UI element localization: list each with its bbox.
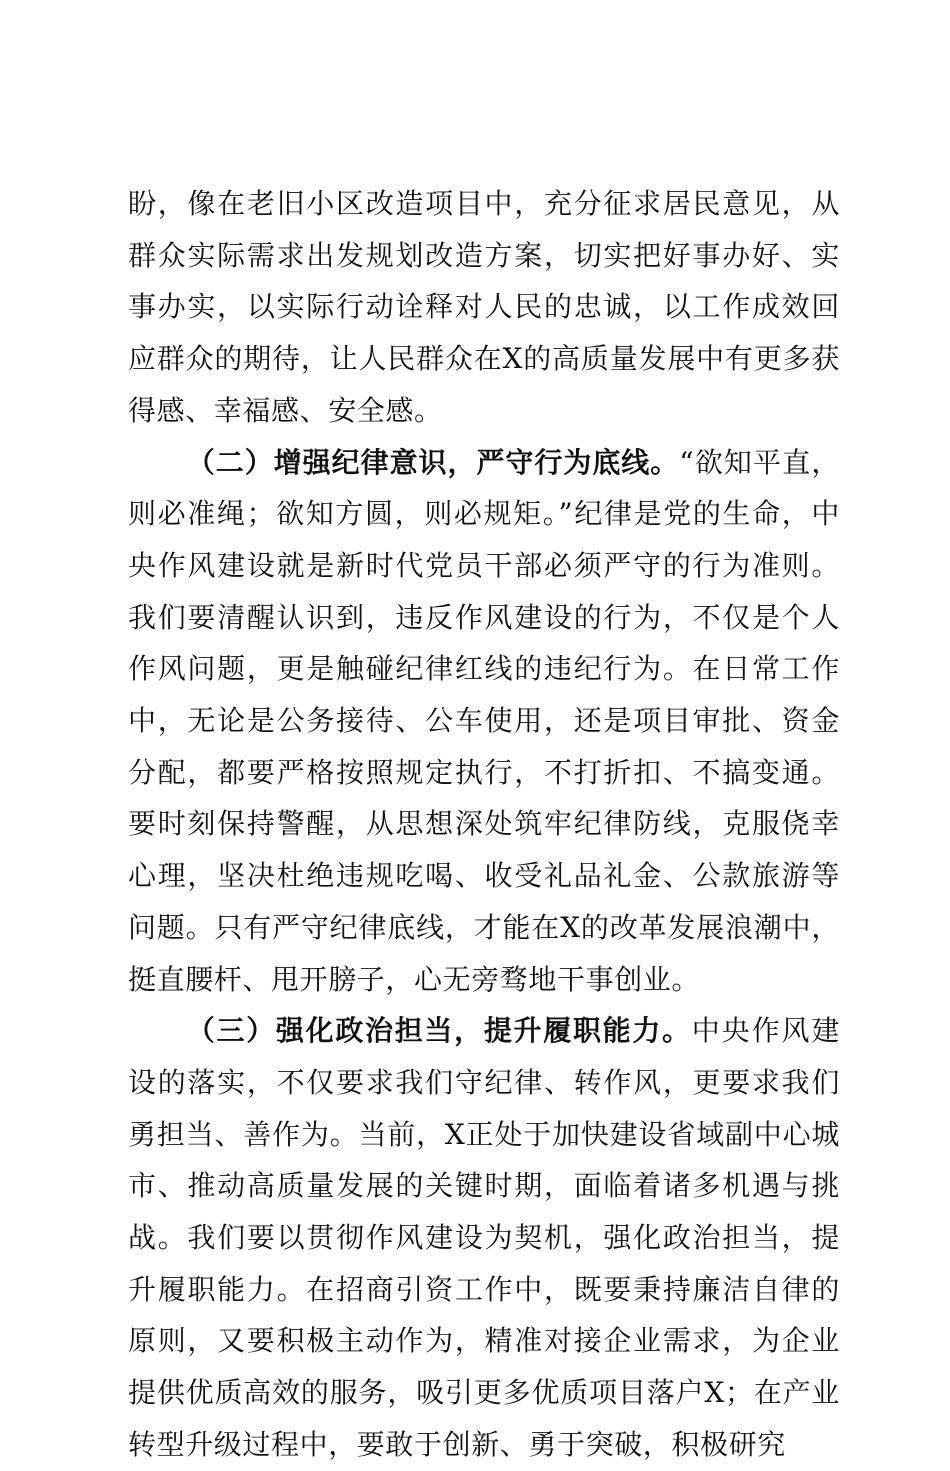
paragraph-3-body: 中央作风建设的落实，不仅要求我们守纪律、转作风，更要求我们勇担当、善作为。当前，X正处于加快建设省域副中心城市、推动高质量发展的关键时期，面临着诸多机遇与挑战。我们要以贯彻作风建设为契机，强化政治担当，提升履职能力。在招商引资工作中，既要秉持廉洁自律的原则，又要积极主动作为，精准对接企业需求，为企业提供优质高效的服务，吸引更多优质项目落户X；在产业转型升级过程中，要敢于创新、勇于突破，积极研究 xyxy=(128,1014,840,1461)
document-body xyxy=(128,178,840,1471)
paragraph-continued xyxy=(128,178,840,437)
paragraph-responsibility xyxy=(128,1005,840,1470)
paragraph-1-body: 盼，像在老旧小区改造项目中，充分征求居民意见，从群众实际需求出发规划改造方案，切实把好事办好、实事办实，以实际行动诠释对人民的忠诚，以工作成效回应群众的期待，让人民群众在X的高质量发展中有更多获得感、幸福感、安全感。 xyxy=(128,187,840,427)
paragraph-discipline xyxy=(128,437,840,1006)
section-heading-3: （三）强化政治担当，提升履职能力。 xyxy=(186,1014,692,1048)
section-heading-2: （二）增强纪律意识，严守行为底线。 xyxy=(186,445,680,479)
paragraph-2-body: “欲知平直，则必准绳；欲知方圆，则必规矩。”纪律是党的生命，中央作风建设就是新时代党员干部必须严守的行为准则。我们要清醒认识到，违反作风建设的行为，不仅是个人作风问题，更是触碰纪律红线的违纪行为。在日常工作中，无论是公务接待、公车使用，还是项目审批、资金分配，都要严格按照规定执行，不打折扣、不搞变通。要时刻保持警醒，从思想深处筑牢纪律防线，克服侥幸心理，坚决杜绝违规吃喝、收受礼品礼金、公款旅游等问题。只有严守纪律底线，才能在X的改革发展浪潮中，挺直腰杆、甩开膀子，心无旁骛地干事创业。 xyxy=(128,445,840,996)
